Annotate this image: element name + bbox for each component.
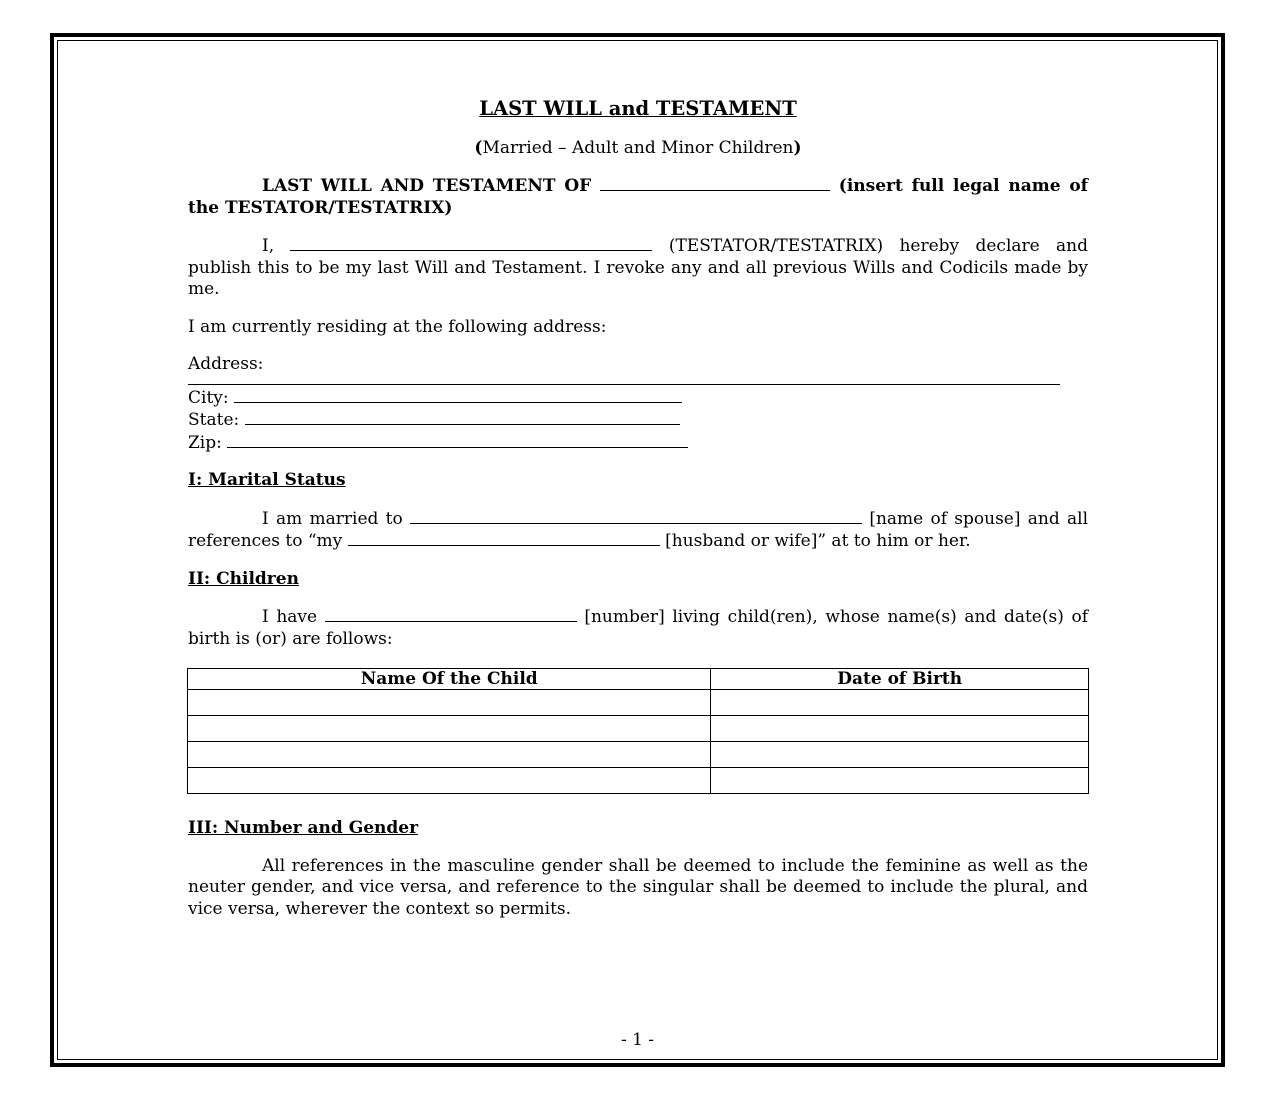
declarant-name-blank[interactable] xyxy=(290,235,652,251)
state-label: State: xyxy=(188,410,240,430)
marital-status-paragraph xyxy=(188,508,1088,553)
spouse-name-blank[interactable] xyxy=(410,508,862,524)
married-suffix: [husband or wife]” at to him or her. xyxy=(665,531,971,551)
child-name-cell[interactable] xyxy=(188,768,711,794)
child-name-cell[interactable] xyxy=(188,742,711,768)
children-suffix: [number] living child(ren), whose name(s) and date(s) of birth is (or) are follows: xyxy=(188,607,1088,649)
document-body xyxy=(188,98,1088,920)
zip-line xyxy=(188,432,1088,455)
subtitle-open-paren: ( xyxy=(474,137,483,158)
married-mid: [name of spouse] and all references to “my xyxy=(188,508,1089,551)
residing-line: I am currently residing at the following address: xyxy=(188,316,607,337)
state-line xyxy=(188,409,1088,432)
city-line xyxy=(188,387,1088,410)
table-row xyxy=(188,742,1089,768)
declaration-suffix: (TESTATOR/TESTATRIX) hereby declare and publish this to be my last Will and Testament. I revoke any and all previous Wills and Codicils made by me. xyxy=(188,236,1089,299)
testament-of-prefix: LAST WILL AND TESTAMENT OF xyxy=(262,176,592,196)
zip-label: Zip: xyxy=(188,432,222,453)
table-row xyxy=(188,690,1089,716)
section-number-gender-heading: III: Number and Gender xyxy=(188,818,419,838)
page-number: - 1 - xyxy=(620,1030,655,1050)
testament-of-line xyxy=(188,175,1088,219)
subtitle-close-paren: ) xyxy=(793,137,802,158)
address-label: Address: xyxy=(188,354,264,374)
birth-date-cell[interactable] xyxy=(711,690,1089,716)
declaration-prefix: I, xyxy=(262,236,275,256)
birth-date-cell[interactable] xyxy=(711,716,1089,742)
birth-date-header: Date of Birth xyxy=(711,669,1089,690)
child-name-cell[interactable] xyxy=(188,690,711,716)
children-table-header xyxy=(188,669,1089,690)
children-number-blank[interactable] xyxy=(325,606,577,622)
state-blank[interactable] xyxy=(245,409,680,425)
city-blank[interactable] xyxy=(234,387,682,403)
address-blank[interactable] xyxy=(188,376,1060,385)
number-gender-paragraph xyxy=(188,856,1088,921)
birth-date-cell[interactable] xyxy=(711,742,1089,768)
birth-date-cell[interactable] xyxy=(711,768,1089,794)
children-prefix: I have xyxy=(262,607,318,627)
married-prefix: I am married to xyxy=(262,508,403,529)
number-gender-body: All references in the masculine gender shall be deemed to include the feminine as well as the neuter gender, and vice versa, and reference to the singular shall be deemed to include the plural, and vice versa, wherever the context so permits. xyxy=(188,855,1088,919)
document-title: LAST WILL and TESTAMENT xyxy=(479,97,797,120)
husband-wife-blank[interactable] xyxy=(348,530,660,546)
subtitle-text: Married – Adult and Minor Children xyxy=(482,137,794,158)
testament-of-note: (insert full legal name of the TESTATOR/TESTATRIX) xyxy=(188,176,1088,218)
section-children-heading: II: Children xyxy=(188,568,299,589)
table-row xyxy=(188,768,1089,794)
children-table xyxy=(187,668,1089,794)
table-row xyxy=(188,716,1089,742)
child-name-header: Name Of the Child xyxy=(188,669,711,690)
zip-blank[interactable] xyxy=(227,432,688,448)
child-name-cell[interactable] xyxy=(188,716,711,742)
children-paragraph xyxy=(188,606,1088,650)
declaration-paragraph xyxy=(188,235,1088,301)
document-subtitle xyxy=(188,138,1088,160)
city-label: City: xyxy=(188,387,229,408)
section-marital-status-heading: I: Marital Status xyxy=(188,470,346,490)
testator-name-blank[interactable] xyxy=(600,175,830,191)
